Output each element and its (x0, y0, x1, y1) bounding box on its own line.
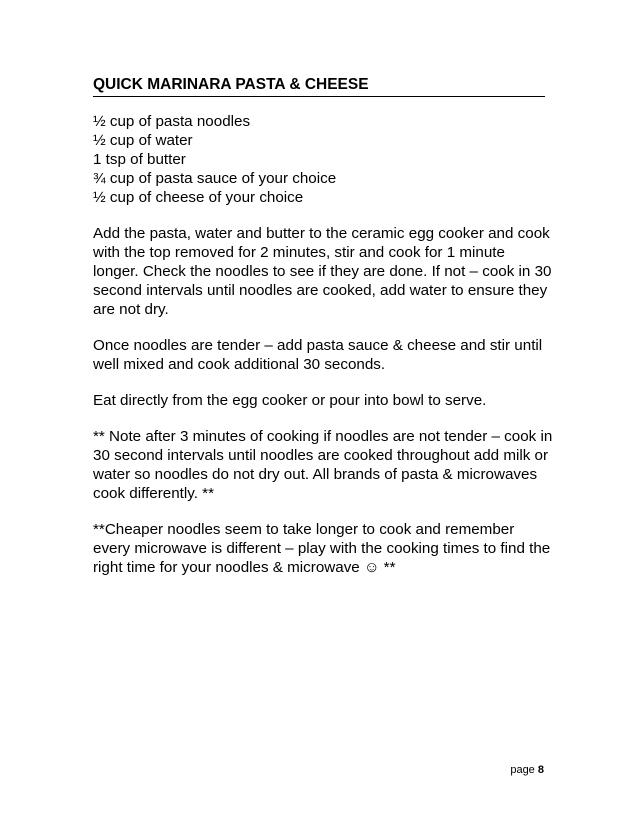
instructions-paragraph: Once noodles are tender – add pasta sauce & cheese and stir until well mixed and cook additional 30 seconds. (93, 337, 543, 373)
page-number: 8 (537, 764, 544, 776)
serving-paragraph: Eat directly from the egg cooker or pour into bowl to serve. (93, 392, 487, 409)
page-label: page (510, 764, 535, 776)
page-footer (510, 763, 544, 777)
recipe-content (93, 112, 553, 594)
ingredient-item: ½ cup of cheese of your choice (93, 189, 304, 206)
note-paragraph: ** Note after 3 minutes of cooking if noodles are not tender – cook in 30 second intervals until noodles are cooked throughout add milk or water so noodles do not dry out. All brands of pasta & microwaves cook differently. ** (93, 428, 553, 502)
tip-paragraph: **Cheaper noodles seem to take longer to cook and remember every microwave is different – play with the cooking times to find the right time for your noodles & microwave ☺ ** (93, 521, 551, 576)
ingredient-item: 1 tsp of butter (93, 151, 186, 168)
recipe-title: QUICK MARINARA PASTA & CHEESE (93, 76, 545, 97)
ingredient-list (93, 112, 553, 207)
instructions-paragraph: Add the pasta, water and butter to the ceramic egg cooker and cook with the top removed for 2 minutes, stir and cook for 1 minute longer. Check the noodles to see if they are done. If not – cook in 30 second intervals until noodles are cooked, add water to ensure they are not dry. (93, 225, 552, 318)
ingredient-item: ¾ cup of pasta sauce of your choice (93, 170, 337, 187)
ingredient-item: ½ cup of water (93, 132, 193, 149)
ingredient-item: ½ cup of pasta noodles (93, 113, 251, 130)
